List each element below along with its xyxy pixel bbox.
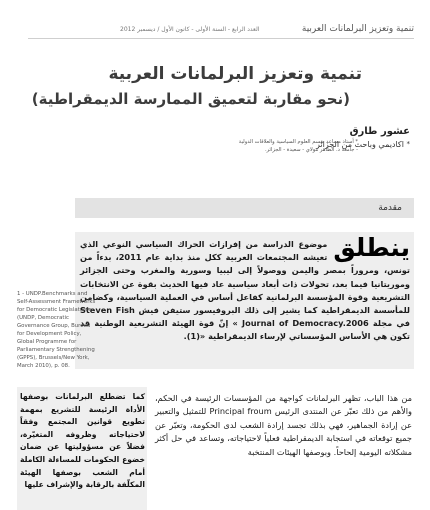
page-header bbox=[0, 0, 430, 36]
section-title: مقدمة bbox=[378, 203, 402, 213]
article-title: تنمية وتعزيز البرلمانات العربية bbox=[108, 64, 362, 84]
body-paragraph: من هذا الباب، تظهر البرلمانات كواجهة من المؤسسات الرئيسة في الحكم، والأهم من ذلك تعبّر عن المنتدى الرئيس Principal froum للتمثيل والتعبير عن إرادة الجماهير، فهي بذلك تجسد إرادة الشعب لدى الحكومة، وتعبّر عن جميع توقعاته في استجابة الديمقراطية فعلياً لاحتياجاته، وتساعد في حل أكثر مشكلاته اليومية إلحاحاً. وبوصفها الهيئات المنتخبة bbox=[155, 393, 412, 457]
header-divider bbox=[28, 38, 414, 39]
intro-text: موضوع الدراسة من إفرازات الحراك السياسي النوعي الذي تعيشه المجتمعات العربية ككل منذ بداية عام 2011، بدءاً من تونس، ومروراً بمصر واليمن ووصولاً إلى ليبيا وسورية والمغرب وحتى الجزائر وموريتانيا فيما بعد، تحولات ذات أبعاد سياسية عاد فيها الحديث بقوة عن الانتخابات التشريعية وقوة المؤسسة البرلمانية كفاعل أساس في العملية السياسية، وكضامن للمأسسة الديمقراطية كما يشير إلى ذلك البروفيسور ستيفن فيش Steven Fish في مجلة Journal of Democracy.2006 » إنّ قوة الهيئة التشريعية الوطنية قد تكون هي الأساس المؤسساتي لإرساء الديمقراطية «(1). bbox=[80, 239, 411, 342]
author-name: عشور طارق bbox=[349, 126, 410, 137]
running-title: تنمية وتعزيز البرلمانات العربية bbox=[301, 24, 414, 34]
affiliation-text: اكاديمي وباحث من الجزائر bbox=[315, 140, 404, 149]
intro-paragraph bbox=[80, 233, 411, 344]
footnote: 1 - UNDP.Benchmarks and Self-Assessment Frameworks for Democratic Legislatures. (UNDP, Democratic Governance Group, Bureau for Development Policy, Global Programme for Parliamentary Strengthening (GPPS), Brussels/New York, March 2010), p. 08. bbox=[17, 291, 96, 369]
drop-cap: ينطلق bbox=[333, 233, 410, 262]
article-subtitle: (نحو مقاربة لتعميق الممارسة الديمقراطية) bbox=[31, 90, 350, 108]
author-note: * أستاذ مساعد بقسم العلوم السياسية والعلاقات الدولية - جامعة د. الطاهر مولاي - سعيدة - الجزائر. bbox=[238, 139, 358, 153]
issue-meta: العدد الرابع - السنة الأولى - كانون الأول / ديسمبر 2012 bbox=[120, 26, 260, 33]
affiliation-star: * bbox=[406, 140, 410, 148]
section-header-bar bbox=[75, 198, 414, 218]
pull-quote: كما تضطلع البرلمانات بوصفها الأداة الرئيسة للتشريع بمهمة تطويع قوانين المجتمع وفقاً لاحتياجاته وظروفه المتغيّرة، فضلاً عن مسؤوليتها عن ضمان خضوع الحكومات للمساءلة الكاملة أمام الشعب بوصفها الهيئة المكلّفة بالرقابة والإشراف عليها bbox=[20, 392, 145, 490]
